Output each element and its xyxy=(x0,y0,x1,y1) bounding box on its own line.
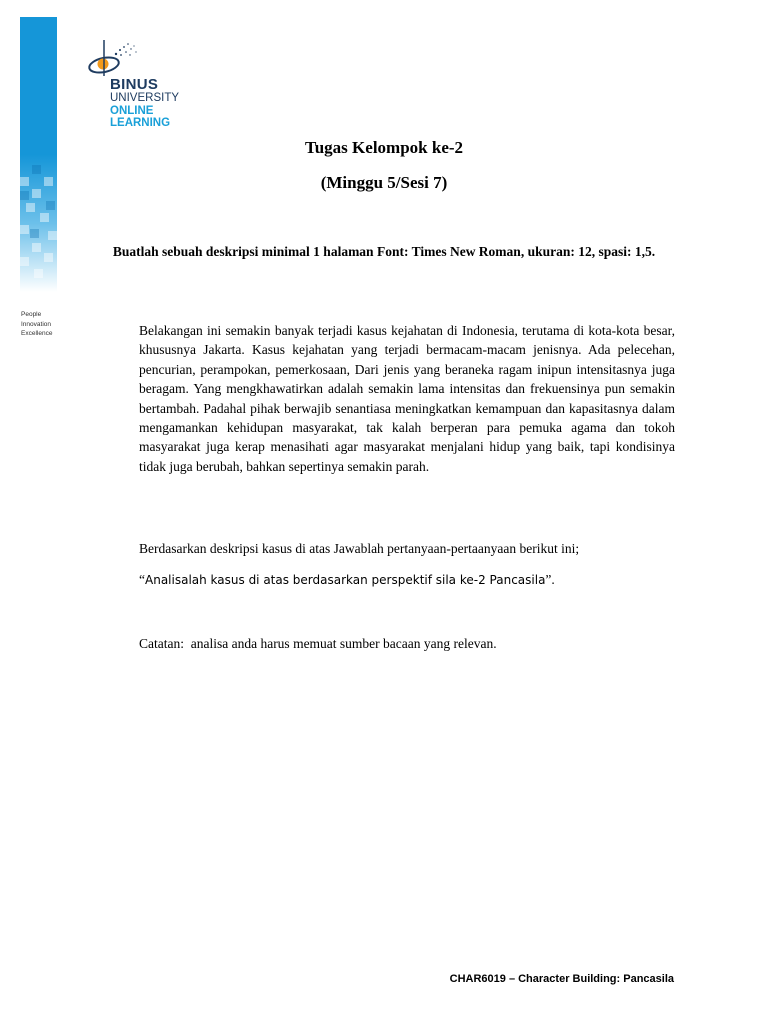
tagline-excellence: Excellence xyxy=(21,330,53,337)
question-open-quote: “ xyxy=(139,572,145,587)
assignment-instruction: Buatlah sebuah deskripsi minimal 1 halaman Font: Times New Roman, ukuran: 12, spasi: 1,5. xyxy=(112,244,656,259)
logo-online: ONLINE xyxy=(110,104,154,117)
logo-wordmark xyxy=(110,77,179,130)
logo-university: UNIVERSITY xyxy=(110,92,180,104)
question-close-quote: ”. xyxy=(545,572,555,587)
note: Catatan: analisa anda harus memuat sumber bacaan yang relevan. xyxy=(139,636,497,651)
tagline-innovation: Innovation xyxy=(21,320,51,328)
case-description: Belakangan ini semakin banyak terjadi kasus kejahatan di Indonesia, terutama di kota-kota besar, khususnya Jakarta. Kasus kejahatan yang terjadi bermacam-macam jenisnya. Ada pelecehan, pencurian, perampokan, pemerkosaan, Dari jenis yang beraneka ragam inipun intensitasnya juga beragam. Yang mengkhawatirkan adalah semakin lama intensitas dan frekuensinya pun semakin bertambah. Padahal pihak berwajib senantiasa meningkatkan kemampuan dan kapasitasnya dalam mengamankan kehidupan masyarakat, tak kalah berperan para pemuka agama dan tokoh masyarakat juga kerap menasihati agar masyarakat menjalani hidup yang baik, tapi kondisinya tidak juga berubah, bahkan sepertinya semakin parah. xyxy=(139,323,675,474)
logo-learning: LEARNING xyxy=(110,117,171,129)
document-subtitle: (Minggu 5/Sesi 7) xyxy=(320,173,448,192)
footer-course: CHAR6019 – Character Building: Pancasila xyxy=(449,973,674,985)
tagline xyxy=(21,310,52,339)
document-title: Tugas Kelompok ke-2 xyxy=(304,138,464,157)
question-text: Analisalah kasus di atas berdasarkan perspektif sila ke-2 Pancasila xyxy=(145,573,546,587)
binus-logo xyxy=(86,38,196,134)
question xyxy=(139,572,555,588)
tagline-people: People xyxy=(21,311,42,318)
logo-binus: BINUS xyxy=(110,76,159,93)
question-intro: Berdasarkan deskripsi kasus di atas Jawablah pertanyaan-pertaanyaan berikut ini; xyxy=(139,541,580,556)
logo-emblem-icon xyxy=(86,38,146,78)
